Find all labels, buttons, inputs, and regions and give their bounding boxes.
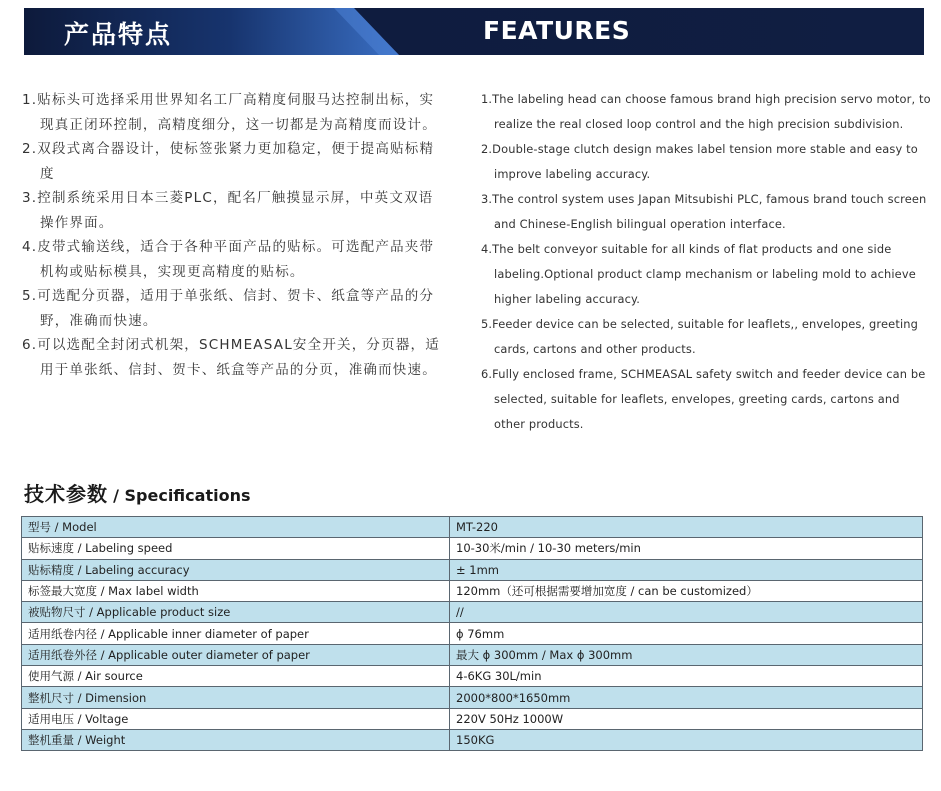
table-row	[22, 666, 923, 687]
feature-cn-item: 6.可以选配全封闭式机架，SCHMEASAL安全开关，分页器，适用于单张纸、信封、贺卡、纸盒等产品的分页，准确而快速。	[22, 337, 440, 378]
spec-value: 最大 ϕ 300mm / Max ϕ 300mm	[450, 644, 923, 665]
spec-key: 贴标速度 / Labeling speed	[22, 538, 450, 559]
spec-value: MT-220	[450, 517, 923, 538]
spec-key: 适用纸卷内径 / Applicable inner diameter of paper	[22, 623, 450, 644]
table-row	[22, 538, 923, 559]
spec-value: //	[450, 602, 923, 623]
feature-cn-item: 2.双段式离合器设计，使标签张紧力更加稳定，便于提高贴标精度	[22, 141, 435, 182]
banner-title-en: FEATURES	[483, 16, 631, 45]
spec-value: 220V 50Hz 1000W	[450, 708, 923, 729]
banner-title-cn: 产品特点	[64, 20, 173, 49]
table-row	[22, 687, 923, 708]
spec-value: ± 1mm	[450, 559, 923, 580]
spec-value: 4-6KG 30L/min	[450, 666, 923, 687]
spec-key: 贴标精度 / Labeling accuracy	[22, 559, 450, 580]
features-banner	[24, 8, 924, 55]
feature-cn-item: 1.贴标头可选择采用世界知名工厂高精度伺服马达控制出标，实现真正闭环控制，高精度细分，这一切都是为高精度而设计。	[22, 92, 437, 133]
table-row	[22, 644, 923, 665]
feature-cn-item: 4.皮带式输送线，适合于各种平面产品的贴标。可选配产品夹带机构或贴标模具，实现更高精度的贴标。	[22, 239, 435, 280]
spec-key: 整机重量 / Weight	[22, 729, 450, 750]
table-row	[22, 729, 923, 750]
table-row	[22, 580, 923, 601]
specifications-table	[21, 516, 923, 751]
spec-value: ϕ 76mm	[450, 623, 923, 644]
specifications-heading-cn: 技术参数	[24, 482, 108, 506]
spec-value: 10-30米/min / 10-30 meters/min	[450, 538, 923, 559]
feature-en-item: 1.The labeling head can choose famous brand high precision servo motor, to realize the real closed loop control and the high precision subdivision.	[481, 92, 931, 131]
feature-en-item: 3.The control system uses Japan Mitsubishi PLC, famous brand touch screen and Chinese-English bilingual operation interface.	[481, 192, 927, 231]
feature-cn-item: 3.控制系统采用日本三菱PLC，配名厂触摸显示屏，中英文双语操作界面。	[22, 190, 434, 231]
spec-key: 标签最大宽度 / Max label width	[22, 580, 450, 601]
spec-value: 120mm（还可根据需要增加宽度 / can be customized）	[450, 580, 923, 601]
table-row	[22, 708, 923, 729]
spec-key: 使用气源 / Air source	[22, 666, 450, 687]
spec-key: 被贴物尺寸 / Applicable product size	[22, 602, 450, 623]
spec-key: 适用电压 / Voltage	[22, 708, 450, 729]
specifications-heading	[24, 478, 250, 507]
feature-cn-item: 5.可选配分页器，适用于单张纸、信封、贺卡、纸盒等产品的分野，准确而快速。	[22, 288, 435, 329]
spec-key: 整机尺寸 / Dimension	[22, 687, 450, 708]
specifications-heading-en: / Specifications	[113, 486, 251, 505]
features-list-en	[481, 87, 931, 437]
feature-en-item: 4.The belt conveyor suitable for all kinds of flat products and one side labeling.Optional product clamp mechanism or labeling mold to achieve higher labeling accuracy.	[481, 242, 916, 306]
spec-key: 适用纸卷外径 / Applicable outer diameter of paper	[22, 644, 450, 665]
table-row	[22, 623, 923, 644]
table-row	[22, 517, 923, 538]
spec-key: 型号 / Model	[22, 517, 450, 538]
spec-value: 2000*800*1650mm	[450, 687, 923, 708]
table-row	[22, 602, 923, 623]
features-list-cn	[22, 88, 442, 382]
feature-en-item: 6.Fully enclosed frame, SCHMEASAL safety switch and feeder device can be selected, suitable for leaflets, envelopes, greeting cards, cartons and other products.	[481, 367, 926, 431]
feature-en-item: 5.Feeder device can be selected, suitable for leaflets,, envelopes, greeting cards, cartons and other products.	[481, 317, 919, 356]
spec-value: 150KG	[450, 729, 923, 750]
feature-en-item: 2.Double-stage clutch design makes label tension more stable and easy to improve labeling accuracy.	[481, 142, 918, 181]
table-row	[22, 559, 923, 580]
